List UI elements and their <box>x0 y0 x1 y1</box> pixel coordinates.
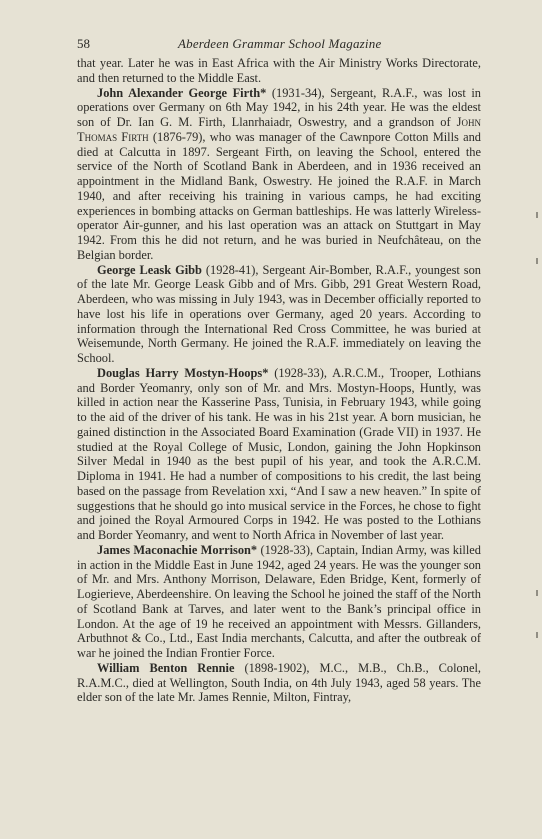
paragraph-text: (1931-34), Sergeant, R.A.F., was lost in operations over Germany on 6th May 1942, in his 24th year. He was the eldest son of Dr. Ian G. M. Firth, Llanrhaiadr, Oswestry, and a grandson of <box>77 85 481 129</box>
obituary-rennie <box>77 661 481 705</box>
running-title: Aberdeen Grammar School Magazine <box>178 36 382 51</box>
margin-speck <box>536 258 538 264</box>
paragraph-text: (1876-79), who was manager of the Cawnpore Cotton Mills and died at Calcutta in 1897. Sergeant Firth, on leaving the School, entered the service of the North of Scotland Bank in Aberdeen, and in 1936 received an appointment in the Midland Bank, Oswestry. He joined the R.A.F. in March 1940, and after receiving his training in various camps, he had exciting experiences in bombing attacks on German battleships. He was latterly Wireless-operator Air-gunner, and his last operation was an attack on Stuttgart in May 1942. From this he did not return, and he was buried in Neufchâteau, on the Belgian border. <box>77 129 481 262</box>
margin-speck <box>536 212 538 218</box>
paragraph-text: (1928-33), A.R.C.M., Trooper, Lothians and Border Yeomanry, only son of Mr. and Mrs. Mostyn-Hoops, Huntly, was killed in action near the Kasserine Pass, Tunisia, in February 1943, while going to the aid of the driver of his tank. He was in his 21st year. A born musician, he gained distinction in the Associated Board Examination (Grade VII) in 1937. He studied at the Royal College of Music, London, gaining the John Hopkinson Silver Medal in 1940 as the best pupil of his year, and took the A.R.C.M. Diploma in 1941. He had a number of compositions to his credit, the last being based on the passage from Revelation xxi, “And I saw a new heaven.” In spite of suggestions that he should go into musical service in the Forces, he chose to fight and joined the Royal Armoured Corps in 1942. He was posted to the Lothians and Border Yeomanry, and went to North Africa in November of last year. <box>77 365 481 542</box>
paragraph-text: that year. Later he was in East Africa with the Air Ministry Works Directorate, and then returned to the Middle East. <box>77 56 481 85</box>
article-body <box>77 56 481 705</box>
obituary-firth <box>77 86 481 263</box>
page-number: 58 <box>77 36 90 51</box>
page-header <box>0 0 542 30</box>
paragraph-text: (1928-41), Sergeant Air-Bomber, R.A.F., youngest son of the late Mr. George Leask Gibb and of Mrs. Gibb, 291 Great Western Road, Aberdeen, who was missing in July 1943, was in December officially reported to have lost his life in operations over Germany, aged 20 years. According to information through the International Red Cross Committee, he was buried at Weisemunde, North Germany. He joined the R.A.F. immediately on leaving the School. <box>77 262 481 365</box>
margin-speck <box>536 590 538 596</box>
person-name: George Leask Gibb <box>97 262 202 277</box>
paragraph-text: (1898-1902), M.C., M.B., Ch.B., Colonel, R.A.M.C., died at Wellington, South India, on 4th July 1943, aged 58 years. The elder son of the late Mr. James Rennie, Milton, Fintray, <box>77 660 481 705</box>
person-name: Douglas Harry Mostyn-Hoops* <box>97 365 269 380</box>
paragraph-text: (1928-33), Captain, Indian Army, was killed in action in the Middle East in June 1942, aged 24 years. He was the younger son of Mr. and Mrs. Anthony Morrison, Delaware, Eden Bridge, Kent, formerly of Logierieve, Aberdeenshire. On leaving the School he joined the staff of the North of Scotland Bank at Tarves, and later went to the Bank’s principal office in London. At the age of 19 he received an appointment with Messrs. Gillanders, Arbuthnot & Co., Ltd., East India merchants, Calcutta, and after the outbreak of war he joined the Indian Frontier Force. <box>77 542 482 660</box>
margin-speck <box>536 632 538 638</box>
person-name: James Maconachie Morrison* <box>97 542 258 557</box>
paragraph-continuation <box>77 56 481 86</box>
person-name: John Alexander George Firth* <box>97 85 267 100</box>
obituary-morrison <box>77 543 481 661</box>
obituary-mostyn-hoops <box>77 366 481 543</box>
obituary-gibb <box>77 263 481 366</box>
person-name: William Benton Rennie <box>97 660 235 675</box>
person-name-small-caps: John Thomas Firth <box>77 115 481 144</box>
